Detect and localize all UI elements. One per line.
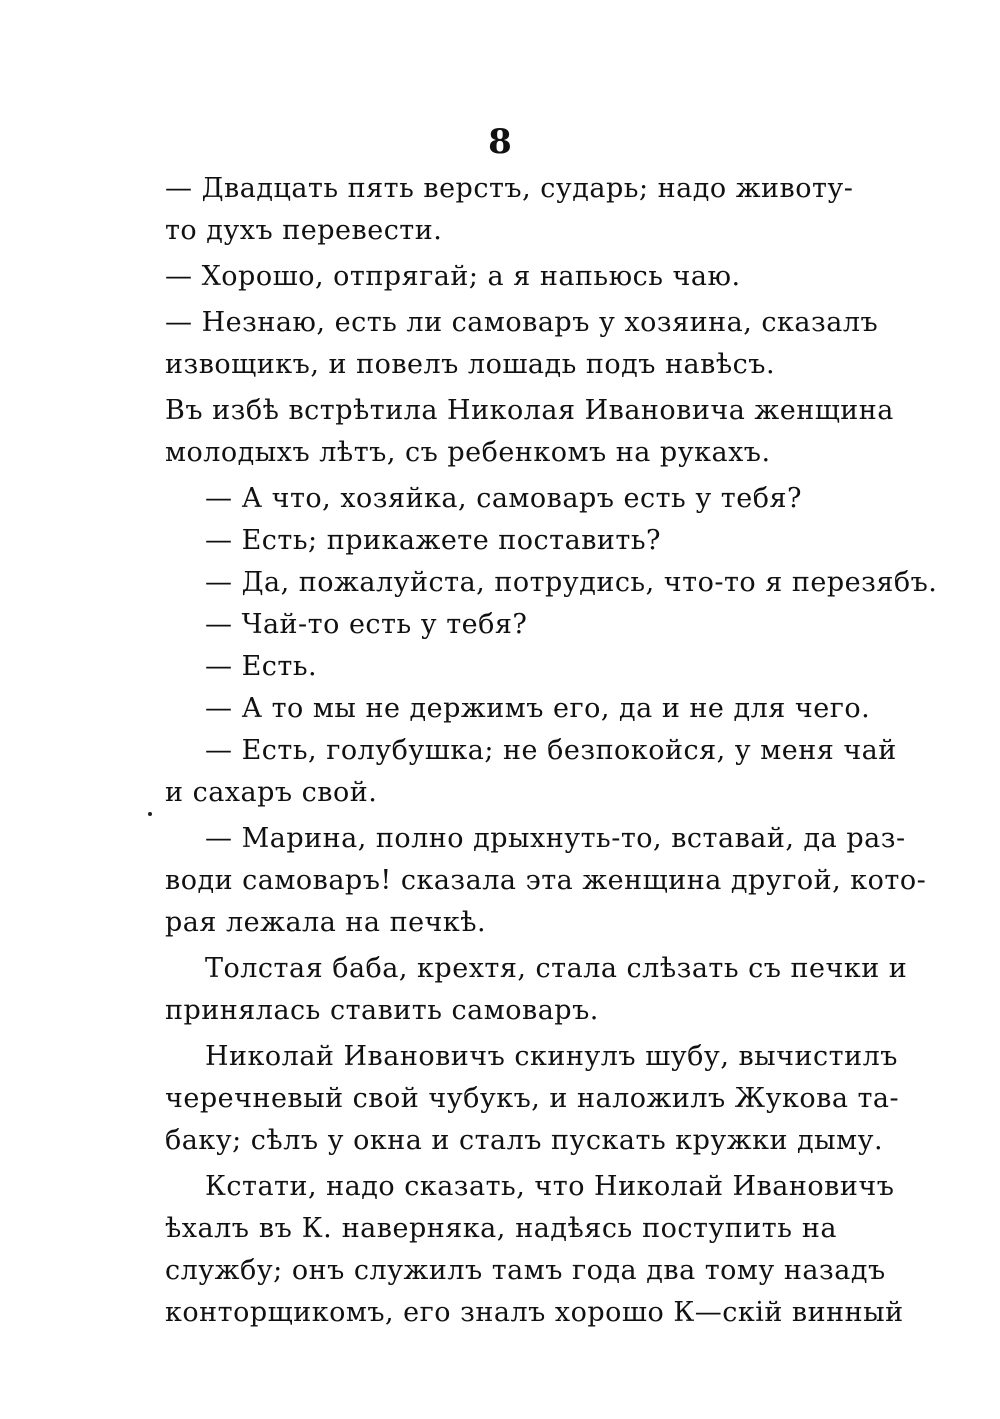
text-line: — Есть; прикажете поставить? xyxy=(205,525,662,556)
text-line: черечневый свой чубукъ, и наложилъ Жукова та- xyxy=(165,1083,900,1114)
text-line: молодыхъ лѣтъ, съ ребенкомъ на рукахъ. xyxy=(165,437,771,468)
text-line: Кстати, надо сказать, что Николай Ивановичъ xyxy=(205,1171,895,1202)
text-line: извощикъ, и повелъ лошадь подъ навѣсъ. xyxy=(165,349,776,380)
text-line: конторщикомъ, его зналъ хорошо К—скій винный xyxy=(165,1297,904,1328)
text-line: принялась ставить самоваръ. xyxy=(165,995,599,1026)
margin-speck xyxy=(148,812,152,816)
text-line: рая лежала на печкѣ. xyxy=(165,907,487,938)
text-line: — Незнаю, есть ли самоваръ у хозяина, сказалъ xyxy=(165,307,879,338)
text-line: — А что, хозяйка, самоваръ есть у тебя? xyxy=(205,483,802,514)
text-line: баку; сѣлъ у окна и сталъ пускать кружки дыму. xyxy=(165,1125,884,1156)
text-line: — Марина, полно дрыхнуть-то, вставай, да раз- xyxy=(205,823,906,854)
text-line: — Хорошо, отпрягай; а я напьюсь чаю. xyxy=(165,261,741,292)
text-line: то духъ перевести. xyxy=(165,215,443,246)
text-line: — Да, пожалуйста, потрудись, что-то я перезябъ. xyxy=(205,567,938,598)
text-line: ѣхалъ въ К. наверняка, надѣясь поступить на xyxy=(165,1213,837,1244)
text-line: — Есть, голубушка; не безпокойся, у меня чай xyxy=(205,735,897,766)
text-line: Въ избѣ встрѣтила Николая Ивановича женщина xyxy=(165,395,894,426)
text-line: — Чай-то есть у тебя? xyxy=(205,609,528,640)
body-text xyxy=(165,168,938,1334)
text-line: службу; онъ служилъ тамъ года два тому назадъ xyxy=(165,1255,886,1286)
text-line: — Есть. xyxy=(205,651,318,682)
text-line: Николай Ивановичъ скинулъ шубу, вычистилъ xyxy=(205,1041,898,1072)
text-line: — А то мы не держимъ его, да и не для чего. xyxy=(205,693,871,724)
page-number: 8 xyxy=(488,122,512,162)
text-line: и сахаръ свой. xyxy=(165,777,378,808)
text-line: — Двадцать пять верстъ, сударь; надо животу- xyxy=(165,173,854,204)
text-line: Толстая баба, крехтя, стала слѣзать съ печки и xyxy=(205,953,908,984)
text-line: води самоваръ! сказала эта женщина другой, кото- xyxy=(165,865,927,896)
